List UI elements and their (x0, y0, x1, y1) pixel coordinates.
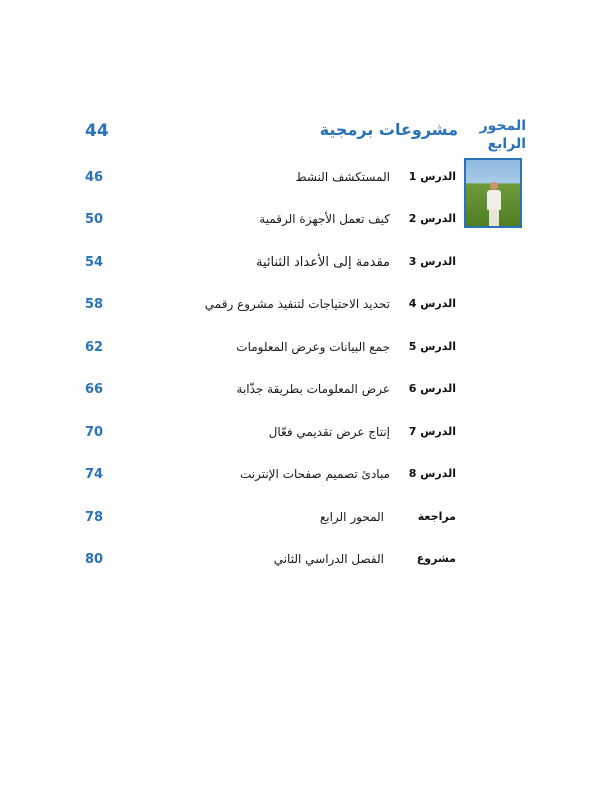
lesson-page-number: 62 (85, 340, 104, 355)
project-title: الفصل الدراسي الثاني (273, 552, 384, 566)
lesson-title: عرض المعلومات بطريقة جذّابة (236, 382, 390, 396)
toc-row-lesson-1[interactable] (0, 170, 612, 190)
toc-row-review[interactable] (0, 510, 612, 530)
lesson-title: جمع البيانات وعرض المعلومات (236, 340, 390, 354)
lesson-page-number: 50 (85, 212, 104, 227)
toc-row-lesson-3[interactable] (0, 255, 612, 275)
toc-row-project[interactable] (0, 552, 612, 572)
toc-row-lesson-4[interactable] (0, 297, 612, 317)
unit-page-number: 44 (85, 121, 109, 141)
lesson-title: مقدمة إلى الأعداد الثنائية (256, 255, 390, 270)
lesson-title: كيف تعمل الأجهزة الرقمية (259, 212, 390, 226)
toc-row-lesson-5[interactable] (0, 340, 612, 360)
photo-person-body (487, 190, 501, 210)
review-title: المحور الرابع (319, 510, 384, 524)
lesson-title: المستكشف النشط (295, 170, 390, 184)
toc-row-lesson-7[interactable] (0, 425, 612, 445)
toc-row-lesson-2[interactable] (0, 212, 612, 232)
unit-title-line1: المحور (479, 118, 526, 134)
lesson-label: الدرس 4 (408, 297, 456, 310)
lesson-page-number: 46 (85, 170, 104, 185)
lesson-label: الدرس 7 (408, 425, 456, 438)
review-label: مراجعة (417, 510, 456, 523)
unit-heading: مشروعات برمجية (319, 120, 458, 139)
lesson-label: الدرس 2 (408, 212, 456, 225)
lesson-page-number: 66 (85, 382, 104, 397)
unit-title (466, 117, 526, 153)
toc-row-lesson-6[interactable] (0, 382, 612, 402)
review-page-number: 78 (85, 510, 104, 525)
unit-title-line2: الرابع (487, 136, 526, 152)
project-page-number: 80 (85, 552, 104, 567)
toc-row-lesson-8[interactable] (0, 467, 612, 487)
lesson-title: إنتاج عرض تقديمي فعّال (268, 425, 390, 439)
lesson-label: الدرس 6 (408, 382, 456, 395)
lesson-page-number: 74 (85, 467, 104, 482)
lesson-page-number: 58 (85, 297, 104, 312)
lesson-label: الدرس 5 (408, 340, 456, 353)
lesson-label: الدرس 3 (408, 255, 456, 268)
lesson-title: مبادئ تصميم صفحات الإنترنت (239, 467, 390, 481)
project-label: مشروع (416, 552, 456, 565)
lesson-page-number: 70 (85, 425, 104, 440)
lesson-label: الدرس 1 (408, 170, 456, 183)
lesson-page-number: 54 (85, 255, 104, 270)
lesson-label: الدرس 8 (408, 467, 456, 480)
lesson-title: تحديد الاحتياجات لتنفيذ مشروع رقمي (204, 297, 390, 311)
